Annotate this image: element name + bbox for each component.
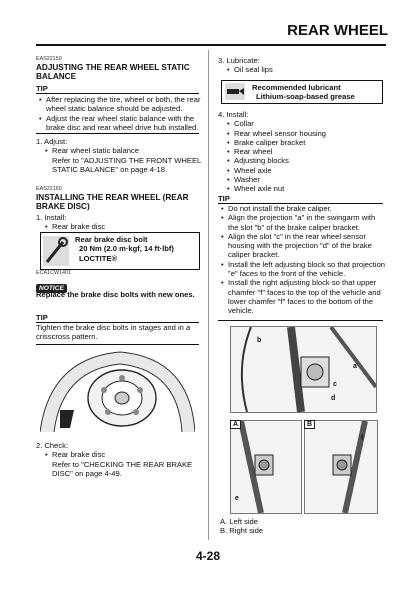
tip-text-2: Tighten the brake disc bolts in stages and in a crisscross pattern. — [36, 323, 191, 342]
label-e: e — [235, 495, 239, 502]
step-adjust — [36, 137, 202, 174]
torque-name: Rear brake disc bolt — [75, 235, 148, 244]
lubricant-title: Recommended lubricant — [252, 83, 341, 92]
step-number: 1. Install: — [36, 213, 67, 222]
caption-left-side: A. Left side — [220, 517, 258, 526]
step-number: 4. Install: — [218, 110, 249, 119]
step-reference: Refer to "ADJUSTING THE FRONT WHEEL STATIC BALANCE" on page 4-18. — [52, 155, 201, 174]
part-item: • Washer — [218, 175, 388, 184]
label-d: d — [331, 395, 336, 402]
figure-captions — [220, 517, 263, 536]
label-B: B — [304, 420, 315, 429]
tip-list-1 — [36, 95, 202, 132]
tip-item: • Adjust the rear wheel static balance with the brake disc and rear wheel drive hub installed. — [36, 114, 202, 133]
wrench-icon — [43, 236, 69, 266]
part-item: • Adjusting blocks — [218, 156, 388, 165]
step-install — [36, 213, 202, 232]
torque-loctite: LOCTITE® — [79, 253, 118, 263]
tip-item: • Align the projection "a" in the swingarm with the slot "b" of the brake caliper bracket. — [218, 213, 386, 232]
heading-install-rear-wheel: INSTALLING THE REAR WHEEL (REAR BRAKE DISC) — [36, 193, 189, 212]
step-sub: • Oil seal lips — [218, 65, 388, 74]
header-rule — [36, 44, 386, 46]
label-b: b — [257, 337, 262, 344]
notice-code: ECA1CW1401 — [36, 270, 72, 276]
part-item: • Collar — [218, 119, 388, 128]
step-sub: • Rear wheel static balance — [36, 146, 202, 155]
step-number: 3. Lubricate: — [218, 56, 260, 65]
swingarm-figure — [230, 326, 377, 413]
label-a: a — [353, 363, 357, 370]
torque-spec-box — [40, 232, 200, 270]
part-item: • Brake caliper bracket — [218, 138, 388, 147]
step-number: 2. Check: — [36, 441, 69, 450]
notice-text: Replace the brake disc bolts with new ones. — [36, 290, 195, 299]
step-check — [36, 441, 202, 478]
torque-text — [75, 235, 197, 263]
step-install-parts — [218, 110, 388, 194]
caption-right-side: B. Right side — [220, 526, 264, 536]
section-code-2: EAS22160 — [36, 186, 62, 192]
step-lubricate — [218, 56, 388, 75]
part-item: • Wheel axle — [218, 166, 388, 175]
heading-static-balance: ADJUSTING THE REAR WHEEL STATIC BALANCE — [36, 63, 190, 82]
label-f: f — [361, 435, 364, 442]
tip-label-right: TIP — [218, 194, 230, 203]
left-side-figure — [230, 420, 302, 514]
tip-rule-1-end — [36, 133, 199, 134]
tip-item: • After replacing the tire, wheel or both, the rear wheel static balance should be adjusted. — [36, 95, 202, 114]
tip-item: • Install the left adjusting block so that projection "e" faces to the front of the vehicle. — [218, 260, 386, 279]
part-item: • Wheel axle nut — [218, 184, 388, 193]
right-side-figure — [304, 420, 378, 514]
brake-disc-figure — [40, 348, 195, 432]
lubricant-text — [252, 83, 380, 102]
step-number: 1. Adjust: — [36, 137, 68, 146]
section-code-1: EAS22150 — [36, 56, 62, 62]
tip-rule-1 — [36, 93, 199, 94]
step-sub: • Rear brake disc — [36, 450, 202, 459]
part-item: • Rear wheel — [218, 147, 388, 156]
notice-badge: NOTICE — [36, 284, 67, 293]
tip-rule-right-end — [218, 320, 383, 321]
torque-value: 20 Nm (2.0 m·kgf, 14 ft·lbf) — [79, 244, 174, 254]
tip-item: • Do not install the brake caliper. — [218, 204, 386, 213]
tip-label-2: TIP — [36, 313, 48, 322]
lubricant-box — [221, 80, 383, 104]
tip-rule-2-end — [36, 344, 199, 345]
tip-label-1: TIP — [36, 84, 48, 93]
tip-item: • Align the slot "c" in the rear wheel sensor housing with the projection "d" of the brake caliper bracket. — [218, 232, 386, 260]
step-sub: • Rear brake disc — [36, 222, 202, 231]
page-number: 4-28 — [196, 549, 221, 563]
grease-icon — [225, 83, 245, 100]
part-item: • Rear wheel sensor housing — [218, 129, 388, 138]
label-c: c — [333, 381, 337, 388]
label-A: A — [230, 420, 241, 429]
page-title: REAR WHEEL — [287, 22, 388, 39]
tip-list-right — [218, 204, 386, 316]
tip-item: • Install the right adjusting block so that upper chamfer "f" faces to the top of the vehicle and lower chamfer "f" faces to the bottom of the vehicle. — [218, 278, 386, 315]
lubricant-value: Lithium-soap-based grease — [256, 92, 355, 102]
step-reference: Refer to "CHECKING THE REAR BRAKE DISC" on page 4-49. — [52, 459, 193, 478]
column-divider — [208, 50, 209, 540]
